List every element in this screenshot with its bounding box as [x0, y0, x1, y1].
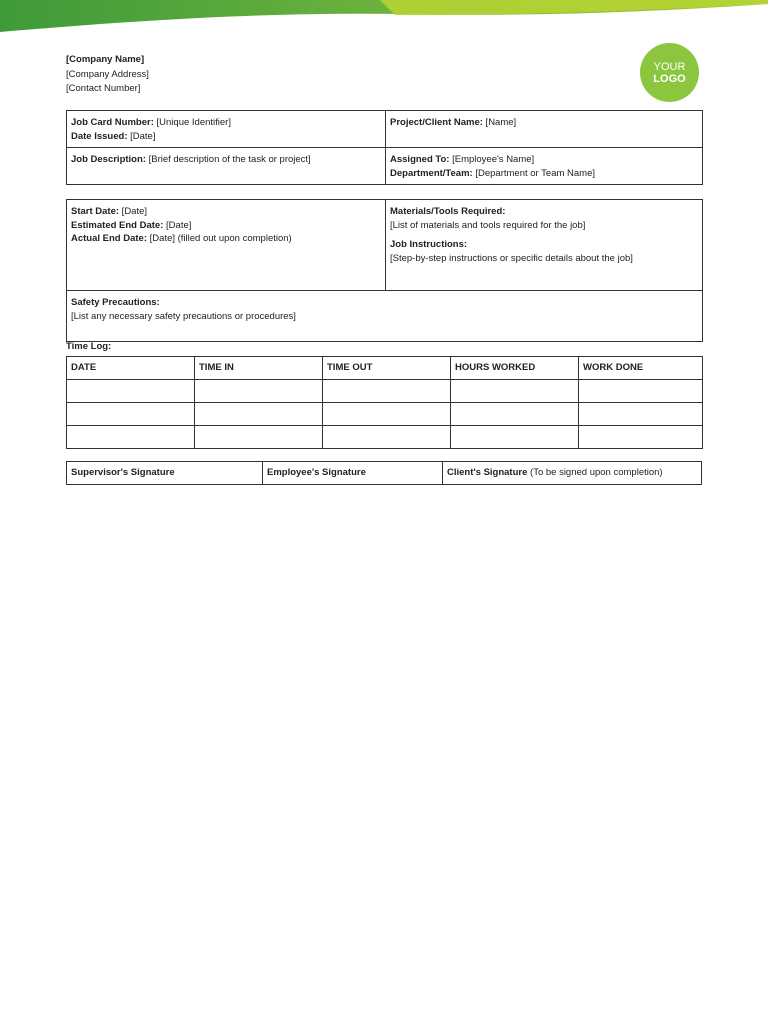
header-banner: [0, 0, 768, 36]
job-card-value: [Unique Identifier]: [153, 117, 231, 128]
instructions-value: [Step-by-step instructions or specific details about the job]: [390, 252, 633, 264]
assigned-label: Assigned To:: [390, 154, 450, 165]
table-cell[interactable]: [195, 426, 323, 449]
table-cell[interactable]: [195, 403, 323, 426]
est-end-date-label: Estimated End Date:: [71, 219, 164, 231]
client-signature-label: Client's Signature: [447, 467, 528, 478]
employee-signature-label: Employee's Signature: [267, 467, 366, 478]
safety-cell: [67, 291, 703, 342]
logo-line1: YOUR: [653, 60, 686, 73]
start-date-value: [Date]: [119, 206, 148, 217]
table-cell[interactable]: [579, 403, 703, 426]
instructions-label: Job Instructions:: [390, 239, 468, 250]
est-end-date-value: [Date]: [163, 219, 192, 231]
column-header: WORK DONE: [579, 357, 703, 380]
dates-cell: [67, 200, 386, 291]
contact-number: [Contact Number]: [66, 83, 141, 94]
logo-placeholder: [640, 43, 699, 102]
table-cell[interactable]: [579, 426, 703, 449]
column-header: DATE: [67, 357, 195, 380]
department-label: Department/Team:: [390, 167, 473, 179]
start-date-label: Start Date:: [71, 206, 120, 217]
table-cell[interactable]: [67, 380, 195, 403]
date-issued-value: [Date]: [127, 130, 156, 142]
company-name: [Company Name]: [66, 54, 145, 65]
table-cell[interactable]: [451, 426, 579, 449]
materials-value: [List of materials and tools required for the job]: [390, 219, 586, 231]
date-issued-label: Date Issued:: [71, 130, 128, 142]
job-card-label: Job Card Number:: [71, 117, 154, 128]
safety-value: [List any necessary safety precautions or procedures]: [71, 310, 296, 322]
project-value: [Name]: [482, 117, 517, 128]
logo-line2: LOGO: [653, 72, 686, 85]
job-card-cell: [67, 111, 386, 148]
table-row: [67, 426, 703, 449]
company-address: [Company Address]: [66, 68, 149, 80]
materials-cell: [386, 200, 703, 291]
project-label: Project/Client Name:: [390, 117, 483, 128]
column-header: TIME IN: [195, 357, 323, 380]
table-cell[interactable]: [67, 403, 195, 426]
actual-end-date-value: [Date] (filled out upon completion): [147, 233, 292, 244]
job-description-value: [Brief description of the task or project]: [145, 154, 311, 165]
table-cell[interactable]: [579, 380, 703, 403]
assigned-cell: [386, 148, 703, 185]
project-cell: [386, 111, 703, 148]
table-cell[interactable]: [451, 403, 579, 426]
assigned-value: [Employee's Name]: [449, 154, 535, 165]
table-cell[interactable]: [323, 380, 451, 403]
table-cell[interactable]: [451, 380, 579, 403]
employee-signature-cell[interactable]: [263, 462, 443, 485]
job-description-cell: [67, 148, 386, 185]
client-signature-note: (To be signed upon completion): [527, 467, 663, 478]
time-log-table: [66, 356, 703, 449]
signature-table: [66, 461, 702, 485]
table-row: [67, 380, 703, 403]
materials-label: Materials/Tools Required:: [390, 206, 506, 217]
job-info-table: [66, 110, 703, 185]
table-cell[interactable]: [67, 426, 195, 449]
table-cell[interactable]: [323, 403, 451, 426]
schedule-table: [66, 199, 703, 342]
column-header: HOURS WORKED: [451, 357, 579, 380]
table-row: [67, 403, 703, 426]
table-cell[interactable]: [195, 380, 323, 403]
client-signature-cell[interactable]: [443, 462, 702, 485]
supervisor-signature-label: Supervisor's Signature: [71, 467, 175, 478]
table-cell[interactable]: [323, 426, 451, 449]
supervisor-signature-cell[interactable]: [67, 462, 263, 485]
time-log-header-row: [67, 357, 703, 380]
job-description-label: Job Description:: [71, 154, 146, 165]
time-log-label: Time Log:: [66, 341, 112, 352]
safety-label: Safety Precautions:: [71, 297, 160, 308]
column-header: TIME OUT: [323, 357, 451, 380]
department-value: [Department or Team Name]: [472, 167, 596, 179]
actual-end-date-label: Actual End Date:: [71, 233, 148, 244]
company-info: [66, 53, 149, 97]
